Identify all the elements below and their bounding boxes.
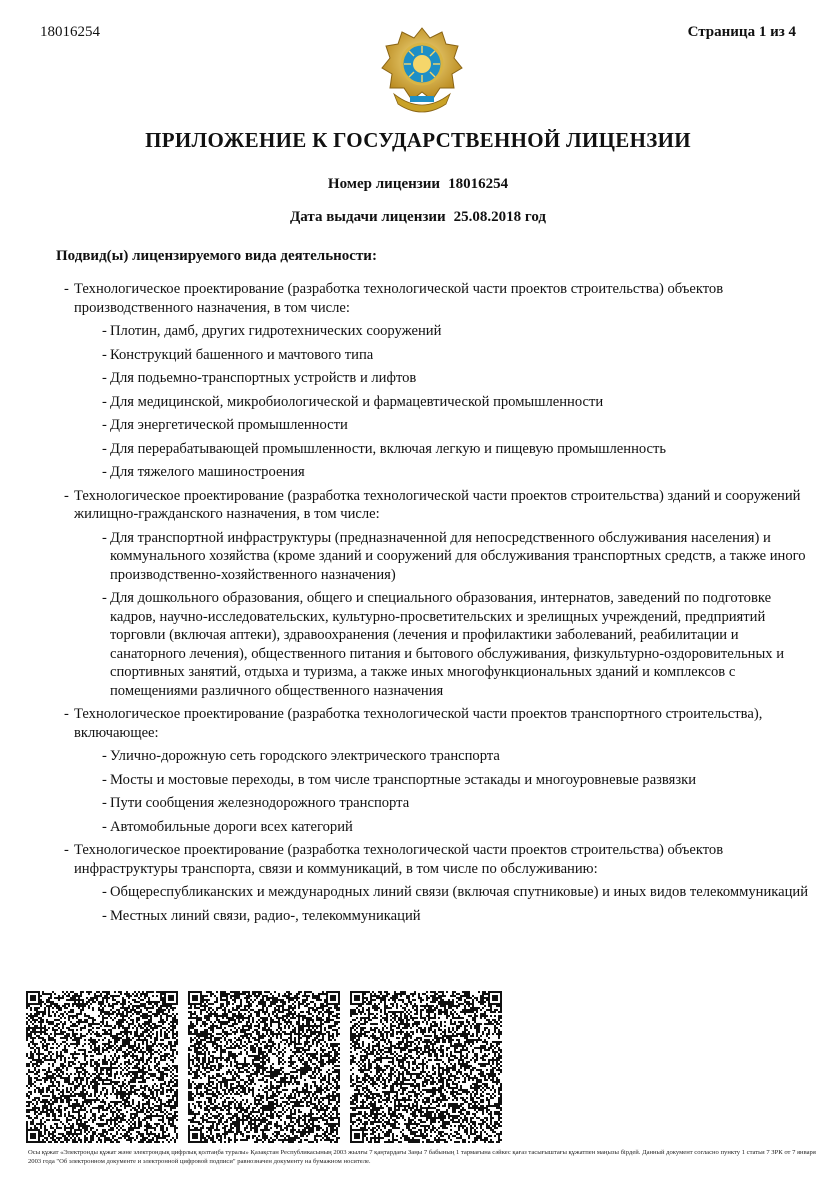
activity-item: - Конструкций башенного и мачтового типа	[102, 346, 374, 363]
dash-bullet: -	[64, 281, 69, 297]
license-date-value: 25.08.2018 год	[453, 209, 547, 225]
activity-section	[64, 705, 814, 742]
activity-section	[64, 280, 814, 317]
activity-item-text: Конструкций башенного и мачтового типа	[110, 346, 374, 363]
license-date-label: Дата выдачи лицензии	[289, 209, 446, 225]
qr-code-icon	[350, 991, 502, 1143]
activity-section	[64, 841, 814, 878]
dash-bullet: -	[64, 706, 69, 722]
activity-item-text: Автомобильные дороги всех категорий	[110, 818, 353, 835]
dash-bullet: -	[64, 487, 69, 504]
activity-section-title: Технологическое проектирование (разработка технологической части проектов транспортного строительства), включающее:	[74, 706, 763, 741]
activity-item-text: Для подьемно-транспортных устройств и лифтов	[110, 370, 417, 386]
document-id: 18016254	[40, 24, 100, 40]
activity-item-text: Мосты и мостовые переходы, в том числе транспортные эстакады и многоуровневые развязки	[110, 771, 697, 788]
activity-item-text: Пути сообщения железнодорожного транспорта	[110, 795, 410, 811]
activity-item-text: Для перерабатывающей промышленности, включая легкую и пищевую промышленность	[110, 440, 667, 457]
activity-item: - Для перерабатывающей промышленности, включая легкую и пищевую промышленность	[102, 440, 667, 457]
qr-code-icon	[188, 991, 340, 1143]
legal-footer: Осы құжат «Электронды құжат және электрондық цифрлық қолтаңба туралы» Қазақстан Республикасының 2003 жылғы 7 қаңтардағы Заңы 7 бабының 1 тармағына сәйкес қағаз тасығыштағы құжатпен маңызы бірдей. Данный документ согласно пункту 1 статьи 7 ЗРК от 7 января 2003 года "Об электронном документе и электронной цифровой подписи" равнозначен документу на бумажном носителе.	[28, 1149, 816, 1165]
activity-item: - Мосты и мостовые переходы, в том числе транспортные эстакады и многоуровневые развязки	[102, 771, 697, 788]
activity-item: - Для подьемно-транспортных устройств и лифтов	[102, 370, 417, 386]
activity-item-text: Для медицинской, микробиологической и фармацевтической промышленности	[110, 393, 604, 410]
activity-item: - Общереспубликанских и международных линий связи (включая спутниковые) и иных видов телекоммуникаций	[102, 884, 809, 900]
activity-item-text: Общереспубликанских и международных линий связи (включая спутниковые) и иных видов телекоммуникаций	[110, 884, 809, 900]
activity-section-title: Технологическое проектирование (разработка технологической части проектов строительства) зданий и сооружений жилищно-гражданского назначения, в том числе:	[74, 487, 801, 522]
activity-item: - Для тяжелого машиностроения	[102, 464, 305, 480]
activity-item: - Местных линий связи, радио-, телекоммуникаций	[102, 907, 421, 924]
activity-section-title: Технологическое проектирование (разработка технологической части проектов строительства) объектов инфраструктуры транспорта, связи и коммуникаций, в том числе по обслуживанию:	[74, 842, 724, 877]
activity-item: - Плотин, дамб, других гидротехнических сооружений	[102, 323, 442, 339]
activity-item: - Для энергетической промышленности	[102, 417, 348, 433]
activity-subtypes-heading: Подвид(ы) лицензируемого вида деятельности:	[56, 248, 377, 264]
license-number-label: Номер лицензии	[327, 176, 441, 192]
dash-bullet: -	[64, 842, 69, 858]
qr-code-icon	[26, 991, 178, 1143]
activity-item: - Пути сообщения железнодорожного транспорта	[102, 795, 410, 811]
license-number-row	[0, 176, 836, 193]
activity-item: - Для дошкольного образования, общего и специального образования, интернатов, заведений по подготовке кадров, научно-исследовательских, культурно-просветительских и зрелищных учреждений, предприятий торговли (включая аптеки), здравоохранения (лечения и профилактики заболеваний, реабилитации и санаторного лечения), общественного питания и бытового обслуживания, физкультурно-оздоровительных и спортивных занятий, отдыха и туризма, а также иных многофункциональных зданий и комплексов с помещениями различного общественного назначения	[102, 590, 785, 699]
activity-section	[64, 487, 814, 524]
page-title: ПРИЛОЖЕНИЕ К ГОСУДАРСТВЕННОЙ ЛИЦЕНЗИИ	[145, 128, 691, 152]
activity-item: - Автомобильные дороги всех категорий	[102, 818, 353, 835]
activity-item: - Улично-дорожную сеть городского электрического транспорта	[102, 748, 500, 764]
activity-section-title: Технологическое проектирование (разработка технологической части проектов строительства) объектов производственного назначения, в том числе:	[74, 281, 724, 316]
state-emblem-icon	[380, 24, 464, 116]
activity-item-text: Для тяжелого машиностроения	[110, 464, 305, 480]
activity-item: - Для транспортной инфраструктуры (предназначенной для непосредственного обслуживания населения) и коммунального хозяйства (кроме зданий и сооружений для обслуживания транспортных средств, а также иного производственно-хозяйственного назначения)	[102, 529, 806, 583]
activity-list	[64, 280, 814, 930]
page-number: Страница 1 из 4	[687, 24, 796, 40]
activity-item: - Для медицинской, микробиологической и фармацевтической промышленности	[102, 393, 604, 410]
activity-item-text: Для энергетической промышленности	[110, 417, 348, 433]
activity-item-text: Улично-дорожную сеть городского электрического транспорта	[110, 748, 500, 764]
activity-item-text: Местных линий связи, радио-, телекоммуникаций	[110, 907, 421, 924]
license-date-row	[0, 209, 836, 226]
qr-codes	[26, 991, 506, 1143]
activity-item-text: Плотин, дамб, других гидротехнических сооружений	[110, 323, 442, 339]
activity-item-text: Для дошкольного образования, общего и специального образования, интернатов, заведений по подготовке кадров, научно-исследовательских, культурно-просветительских и зрелищных учреждений, предприятий торговли (включая аптеки), здравоохранения (лечения и профилактики заболеваний, реабилитации и санаторного лечения), общественного питания и бытового обслуживания, физкультурно-оздоровительных и спортивных занятий, отдыха и туризма, а также иных многофункциональных зданий и комплексов с помещениями различного общественного назначения	[110, 590, 785, 699]
license-number-value: 18016254	[448, 176, 509, 192]
activity-item-text: Для транспортной инфраструктуры (предназначенной для непосредственного обслуживания населения) и коммунального хозяйства (кроме зданий и сооружений для обслуживания транспортных средств, а также иного производственно-хозяйственного назначения)	[110, 529, 806, 583]
